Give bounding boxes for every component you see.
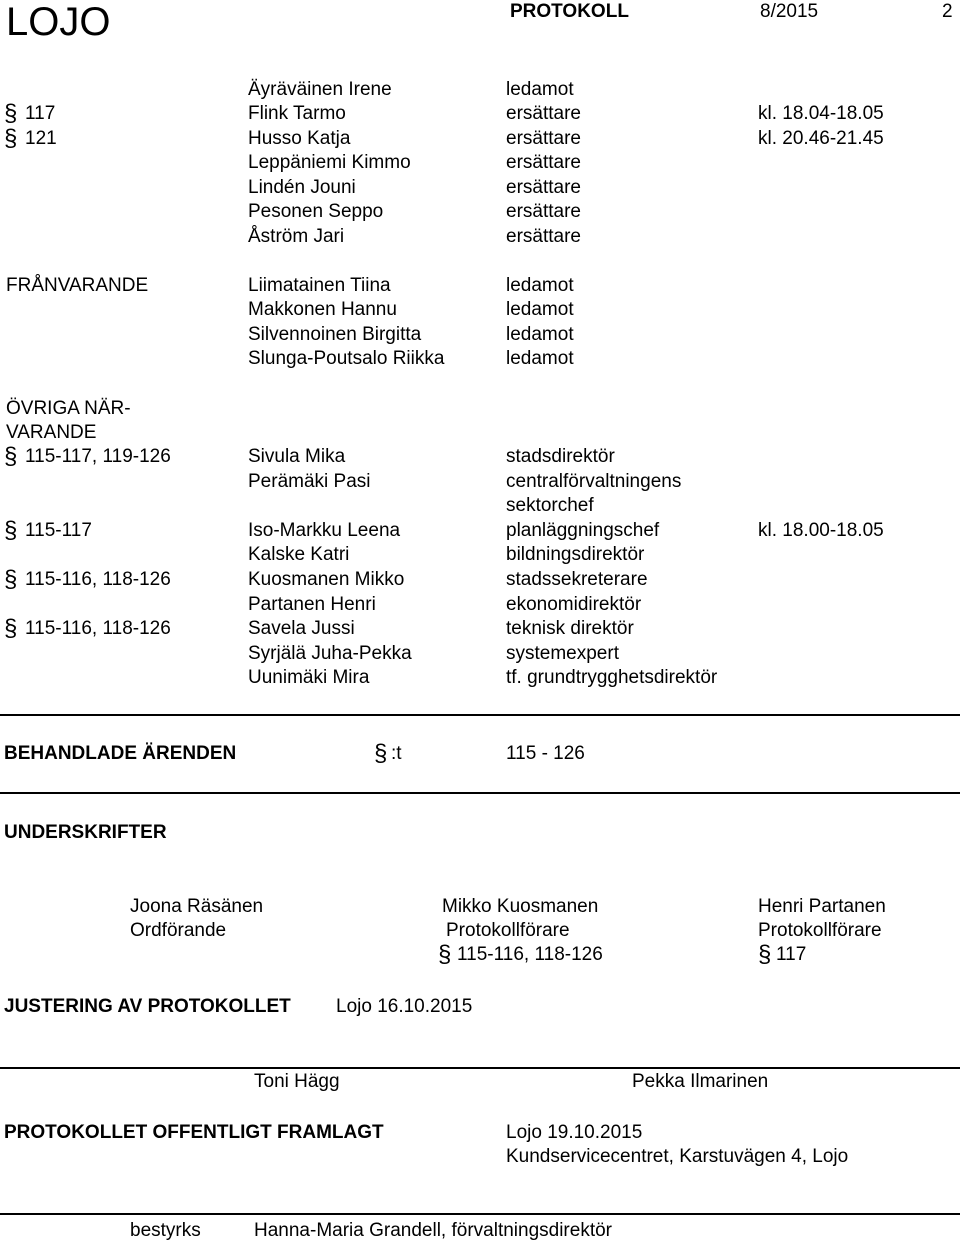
member-role: ledamot xyxy=(506,79,574,100)
others-name: Savela Jussi xyxy=(248,618,355,639)
others-role: planläggningschef xyxy=(506,520,660,541)
member-paragraph: 117 xyxy=(25,103,56,124)
section-sign-icon: § xyxy=(758,941,772,968)
member-name: Äyräväinen Irene xyxy=(248,79,392,100)
section-sign-icon: § xyxy=(374,740,388,767)
others-name: Kuosmanen Mikko xyxy=(248,569,405,590)
signatures-label: UNDERSKRIFTER xyxy=(4,822,167,843)
org-logo-text: LOJO xyxy=(6,0,111,44)
doc-number: 8/2015 xyxy=(760,1,819,22)
absent-name: Makkonen Hannu xyxy=(248,299,397,320)
member-name: Leppäniemi Kimmo xyxy=(248,152,411,173)
others-label-line2: VARANDE xyxy=(6,422,97,443)
member-name: Flink Tarmo xyxy=(248,103,346,124)
signer-name: Joona Räsänen xyxy=(130,896,264,917)
signer-title: Protokollförare xyxy=(446,920,570,941)
divider xyxy=(0,1067,960,1069)
others-name: Perämäki Pasi xyxy=(248,471,371,492)
adjust-checker: Toni Hägg xyxy=(254,1071,340,1092)
others-name: Partanen Henri xyxy=(248,594,376,615)
absent-label: FRÅNVARANDE xyxy=(6,275,149,296)
member-role: ersättare xyxy=(506,177,581,198)
member-role: ersättare xyxy=(506,128,581,149)
absent-role: ledamot xyxy=(506,324,574,345)
member-time: kl. 18.04-18.05 xyxy=(758,103,884,124)
member-name: Lindén Jouni xyxy=(248,177,356,198)
others-paragraph: 115-116, 118-126 xyxy=(25,618,171,639)
others-role: teknisk direktör xyxy=(506,618,634,639)
certify-label: bestyrks xyxy=(130,1220,201,1241)
absent-name: Silvennoinen Birgitta xyxy=(248,324,422,345)
public-label: PROTOKOLLET OFFENTLIGT FRAMLAGT xyxy=(4,1122,384,1143)
others-role: ekonomidirektör xyxy=(506,594,642,615)
public-place: Kundservicecentret, Karstuvägen 4, Lojo xyxy=(506,1146,849,1167)
others-name: Syrjälä Juha-Pekka xyxy=(248,643,412,664)
absent-role: ledamot xyxy=(506,348,574,369)
signer-title: Ordförande xyxy=(130,920,227,941)
handled-label: BEHANDLADE ÄRENDEN xyxy=(4,743,237,764)
others-label-line1: ÖVRIGA NÄR- xyxy=(6,398,131,419)
section-sign-icon: § xyxy=(4,615,18,642)
public-date: Lojo 19.10.2015 xyxy=(506,1122,643,1143)
member-paragraph: 121 xyxy=(25,128,57,149)
others-role: centralförvaltningens xyxy=(506,471,682,492)
divider xyxy=(0,792,960,794)
others-time: kl. 18.00-18.05 xyxy=(758,520,884,541)
others-name: Kalske Katri xyxy=(248,544,350,565)
others-role: bildningsdirektör xyxy=(506,544,645,565)
others-role: tf. grundtrygghetsdirektör xyxy=(506,667,718,688)
signer-paragraph: 115-116, 118-126 xyxy=(457,944,603,965)
section-sign-icon: § xyxy=(4,443,18,470)
handled-suffix: :t xyxy=(391,743,402,764)
others-name: Iso-Markku Leena xyxy=(248,520,401,541)
handled-range: 115 - 126 xyxy=(506,743,585,764)
adjust-checker: Pekka Ilmarinen xyxy=(632,1071,769,1092)
member-role: ersättare xyxy=(506,226,581,247)
doc-type: PROTOKOLL xyxy=(510,1,629,22)
divider xyxy=(0,1213,960,1215)
divider xyxy=(0,714,960,716)
member-time: kl. 20.46-21.45 xyxy=(758,128,884,149)
adjust-value: Lojo 16.10.2015 xyxy=(336,996,473,1017)
absent-name: Liimatainen Tiina xyxy=(248,275,391,296)
member-role: ersättare xyxy=(506,201,581,222)
member-role: ersättare xyxy=(506,103,581,124)
others-paragraph: 115-117 xyxy=(25,520,92,541)
section-sign-icon: § xyxy=(4,125,18,152)
section-sign-icon: § xyxy=(4,100,18,127)
absent-role: ledamot xyxy=(506,299,574,320)
others-role: stadssekreterare xyxy=(506,569,648,590)
others-name: Sivula Mika xyxy=(248,446,346,467)
absent-name: Slunga-Poutsalo Riikka xyxy=(248,348,445,369)
signer-name: Mikko Kuosmanen xyxy=(442,896,599,917)
others-paragraph: 115-117, 119-126 xyxy=(25,446,171,467)
member-name: Pesonen Seppo xyxy=(248,201,384,222)
section-sign-icon: § xyxy=(438,941,452,968)
others-name: Uunimäki Mira xyxy=(248,667,370,688)
signer-paragraph: 117 xyxy=(776,944,807,965)
section-sign-icon: § xyxy=(4,517,18,544)
adjust-label: JUSTERING AV PROTOKOLLET xyxy=(4,996,291,1017)
others-paragraph: 115-116, 118-126 xyxy=(25,569,171,590)
section-sign-icon: § xyxy=(4,566,18,593)
member-role: ersättare xyxy=(506,152,581,173)
signer-name: Henri Partanen xyxy=(758,896,886,917)
signer-title: Protokollförare xyxy=(758,920,882,941)
others-role: sektorchef xyxy=(506,495,594,516)
others-role: stadsdirektör xyxy=(506,446,615,467)
member-name: Åström Jari xyxy=(248,226,345,247)
member-name: Husso Katja xyxy=(248,128,351,149)
absent-role: ledamot xyxy=(506,275,574,296)
others-role: systemexpert xyxy=(506,643,619,664)
page-number: 2 xyxy=(942,1,953,22)
certify-name: Hanna-Maria Grandell, förvaltningsdirektör xyxy=(254,1220,612,1241)
